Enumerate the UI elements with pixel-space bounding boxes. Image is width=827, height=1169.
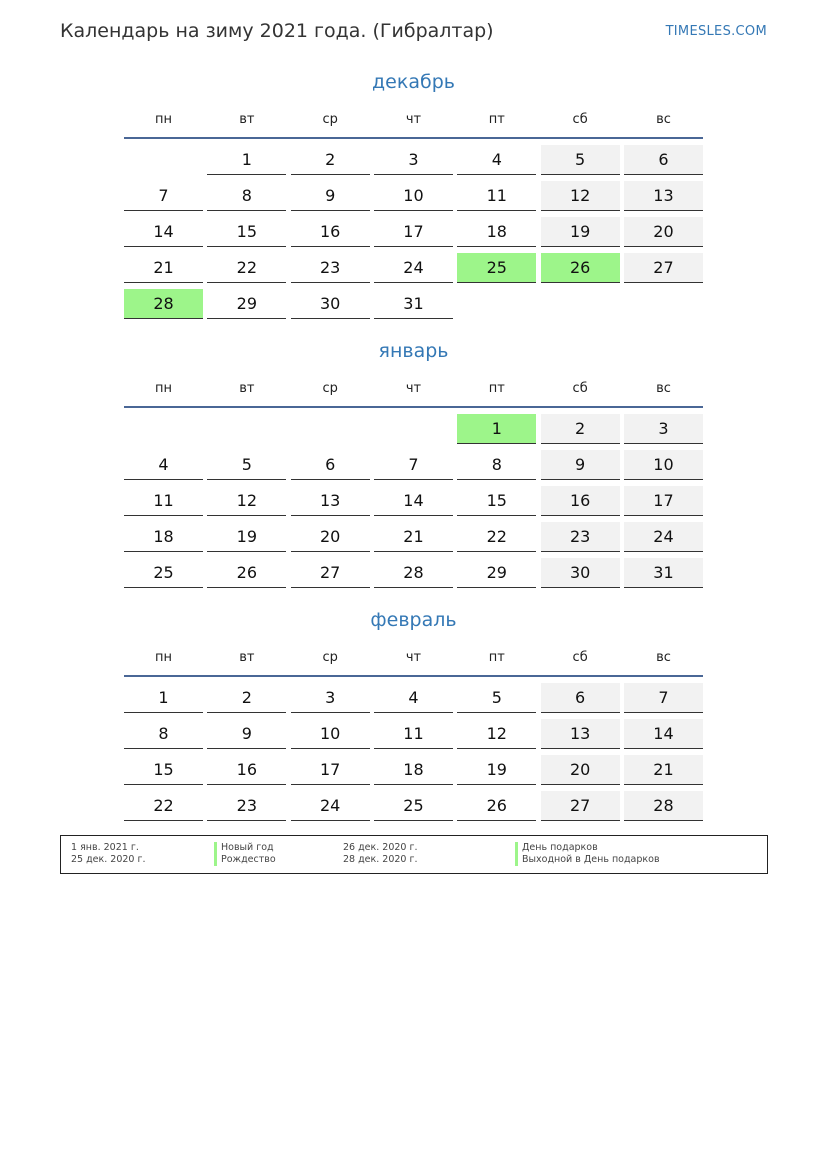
day-cell[interactable]: 4 (457, 145, 536, 175)
day-cell[interactable]: 29 (207, 289, 286, 319)
day-cell[interactable]: 9 (541, 450, 620, 480)
holiday-day-cell[interactable]: 25 (457, 253, 536, 283)
holiday-day-cell[interactable]: 1 (457, 414, 536, 444)
day-cell[interactable]: 27 (541, 791, 620, 821)
day-cell[interactable]: 11 (374, 719, 453, 749)
day-cell[interactable]: 6 (541, 683, 620, 713)
month-february (124, 606, 703, 821)
weekday-label: сб (572, 380, 588, 396)
weekday-label: ср (322, 649, 338, 665)
day-cell[interactable]: 24 (374, 253, 453, 283)
day-cell[interactable]: 15 (207, 217, 286, 247)
day-cell[interactable]: 19 (541, 217, 620, 247)
weekday-label: сб (572, 111, 588, 127)
weekday-label: вт (239, 380, 255, 396)
day-cell[interactable]: 19 (207, 522, 286, 552)
day-cell[interactable]: 22 (124, 791, 203, 821)
day-cell[interactable]: 30 (541, 558, 620, 588)
legend-date: 1 янв. 2021 г. (71, 842, 139, 853)
day-cell[interactable]: 14 (374, 486, 453, 516)
day-cell[interactable]: 8 (457, 450, 536, 480)
day-cell[interactable]: 18 (374, 755, 453, 785)
day-cell[interactable]: 5 (541, 145, 620, 175)
legend-name: Выходной в День подарков (515, 854, 660, 866)
weekday-label: чт (405, 380, 422, 396)
month-title: февраль (370, 609, 457, 631)
day-cell[interactable]: 31 (624, 558, 703, 588)
day-cell[interactable]: 18 (457, 217, 536, 247)
day-cell[interactable]: 2 (291, 145, 370, 175)
legend-name: Новый год (214, 842, 274, 854)
empty-cell (207, 414, 286, 444)
day-cell[interactable]: 21 (374, 522, 453, 552)
day-cell[interactable]: 17 (624, 486, 703, 516)
day-cell[interactable]: 1 (124, 683, 203, 713)
day-cell[interactable]: 14 (624, 719, 703, 749)
day-cell[interactable]: 16 (207, 755, 286, 785)
day-cell[interactable]: 4 (124, 450, 203, 480)
weekday-label: вт (239, 649, 255, 665)
legend-date: 25 дек. 2020 г. (71, 854, 146, 865)
holiday-day-cell[interactable]: 26 (541, 253, 620, 283)
weekday-label: пн (155, 649, 172, 665)
weekday-header (124, 372, 703, 404)
day-cell[interactable]: 11 (457, 181, 536, 211)
day-cell[interactable]: 3 (374, 145, 453, 175)
day-cell[interactable]: 15 (457, 486, 536, 516)
day-cell[interactable]: 26 (207, 558, 286, 588)
day-cell[interactable]: 22 (207, 253, 286, 283)
day-cell[interactable]: 30 (291, 289, 370, 319)
day-cell[interactable]: 3 (291, 683, 370, 713)
month-title: январь (378, 340, 449, 362)
holiday-day-cell[interactable]: 28 (124, 289, 203, 319)
weekday-label: сб (572, 649, 588, 665)
day-cell[interactable]: 19 (457, 755, 536, 785)
brand-link[interactable]: TIMESLES.COM (665, 24, 767, 39)
day-cell[interactable]: 3 (624, 414, 703, 444)
day-cell[interactable]: 27 (291, 558, 370, 588)
day-cell[interactable]: 16 (541, 486, 620, 516)
day-cell[interactable]: 12 (457, 719, 536, 749)
weekday-label: вс (656, 380, 671, 396)
weekday-label: вс (656, 649, 671, 665)
day-cell[interactable]: 7 (624, 683, 703, 713)
day-cell[interactable]: 15 (124, 755, 203, 785)
month-december (124, 68, 703, 319)
day-cell[interactable]: 13 (291, 486, 370, 516)
day-cell[interactable]: 28 (374, 558, 453, 588)
empty-cell (291, 414, 370, 444)
day-cell[interactable]: 8 (124, 719, 203, 749)
day-cell[interactable]: 6 (624, 145, 703, 175)
day-cell[interactable]: 2 (207, 683, 286, 713)
weekday-rule (124, 675, 703, 677)
day-cell[interactable]: 31 (374, 289, 453, 319)
day-cell[interactable]: 21 (624, 755, 703, 785)
day-grid (124, 414, 703, 588)
legend-date: 26 дек. 2020 г. (343, 842, 418, 853)
legend-name: Рождество (214, 854, 276, 866)
day-cell[interactable]: 24 (291, 791, 370, 821)
day-cell[interactable]: 5 (457, 683, 536, 713)
day-cell[interactable]: 20 (541, 755, 620, 785)
day-cell[interactable]: 2 (541, 414, 620, 444)
weekday-label: ср (322, 380, 338, 396)
day-cell[interactable]: 23 (541, 522, 620, 552)
day-cell[interactable]: 20 (291, 522, 370, 552)
day-cell[interactable]: 9 (207, 719, 286, 749)
day-cell[interactable]: 6 (291, 450, 370, 480)
weekday-label: пн (155, 380, 172, 396)
day-cell[interactable]: 17 (374, 217, 453, 247)
day-cell[interactable]: 4 (374, 683, 453, 713)
weekday-label: пт (488, 380, 505, 396)
day-cell[interactable]: 25 (374, 791, 453, 821)
weekday-label: пт (488, 649, 505, 665)
page-title: Календарь на зиму 2021 года. (Гибралтар) (60, 20, 494, 42)
day-cell[interactable]: 17 (291, 755, 370, 785)
day-cell[interactable]: 11 (124, 486, 203, 516)
day-cell[interactable]: 25 (124, 558, 203, 588)
day-cell[interactable]: 26 (457, 791, 536, 821)
day-cell[interactable]: 20 (624, 217, 703, 247)
weekday-header (124, 641, 703, 673)
day-cell[interactable]: 29 (457, 558, 536, 588)
day-cell[interactable]: 10 (374, 181, 453, 211)
day-cell[interactable]: 18 (124, 522, 203, 552)
day-cell[interactable]: 23 (291, 253, 370, 283)
day-cell[interactable]: 7 (374, 450, 453, 480)
weekday-label: пт (488, 111, 505, 127)
day-cell[interactable]: 22 (457, 522, 536, 552)
empty-cell (374, 414, 453, 444)
day-cell[interactable]: 10 (291, 719, 370, 749)
day-cell[interactable]: 16 (291, 217, 370, 247)
weekday-rule (124, 406, 703, 408)
day-cell[interactable]: 14 (124, 217, 203, 247)
day-cell[interactable]: 8 (207, 181, 286, 211)
weekday-label: ср (322, 111, 338, 127)
day-grid (124, 683, 703, 821)
weekday-label: вс (656, 111, 671, 127)
day-cell[interactable]: 9 (291, 181, 370, 211)
month-title: декабрь (372, 71, 455, 93)
day-cell[interactable]: 24 (624, 522, 703, 552)
weekday-rule (124, 137, 703, 139)
weekday-header (124, 103, 703, 135)
day-cell[interactable]: 13 (624, 181, 703, 211)
day-cell[interactable]: 12 (207, 486, 286, 516)
legend-name: День подарков (515, 842, 598, 854)
legend-date: 28 дек. 2020 г. (343, 854, 418, 865)
weekday-label: вт (239, 111, 255, 127)
holiday-legend (60, 835, 768, 874)
month-january (124, 337, 703, 588)
day-cell[interactable]: 28 (624, 791, 703, 821)
day-cell[interactable]: 5 (207, 450, 286, 480)
day-cell[interactable]: 7 (124, 181, 203, 211)
day-cell[interactable]: 10 (624, 450, 703, 480)
day-grid (124, 145, 703, 319)
day-cell[interactable]: 23 (207, 791, 286, 821)
weekday-label: пн (155, 111, 172, 127)
day-cell[interactable]: 13 (541, 719, 620, 749)
day-cell[interactable]: 21 (124, 253, 203, 283)
empty-cell (124, 145, 203, 175)
weekday-label: чт (405, 649, 422, 665)
day-cell[interactable]: 12 (541, 181, 620, 211)
weekday-label: чт (405, 111, 422, 127)
day-cell[interactable]: 27 (624, 253, 703, 283)
day-cell[interactable]: 1 (207, 145, 286, 175)
empty-cell (124, 414, 203, 444)
